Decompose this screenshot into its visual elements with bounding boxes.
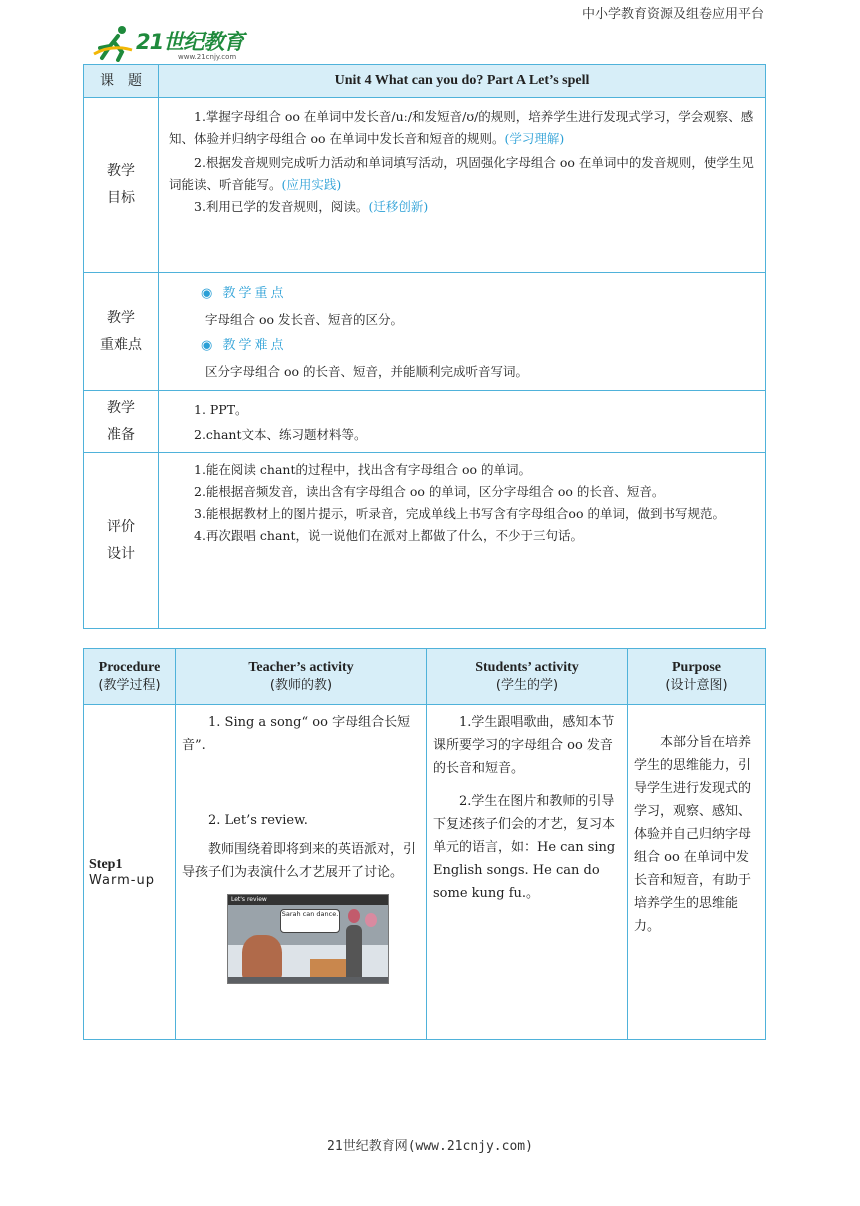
goals-label-line1: 教学	[107, 163, 135, 179]
header-procedure-en: Procedure	[98, 659, 161, 675]
header-students-cn: (学生的学)	[495, 677, 559, 693]
step-title: Step1	[89, 856, 123, 872]
lesson-plan-table	[83, 64, 766, 629]
logo-wordmark: 21世纪教育	[136, 30, 244, 54]
purpose-content	[628, 705, 766, 1040]
review-screenshot-image	[227, 894, 389, 984]
step-subtitle: Warm-up	[89, 872, 155, 888]
header-purpose	[628, 649, 766, 705]
prep-label-line2: 准备	[107, 426, 135, 443]
goals-content	[159, 98, 766, 273]
platform-header: 中小学教育资源及组卷应用平台	[581, 7, 764, 22]
goal-1-tag: (学习理解)	[504, 131, 565, 146]
goal-3-tag: (迁移创新)	[368, 199, 429, 214]
teacher-item-3: 教师围绕着即将到来的英语派对，引导孩子们为表演什么才艺展开了讨论。	[182, 842, 417, 880]
purpose-text: 本部分旨在培养学生的思维能力，引导学生进行发现式的学习，观察、感知、体验并自己归纳字母组合 oo 在单词中发长音和短音，有助于培养学生的思维能力。	[634, 735, 752, 934]
key-point-heading: ◉ 教学重点	[201, 286, 287, 301]
runner-logo-icon	[92, 24, 138, 62]
goal-2	[169, 152, 757, 196]
prep-label	[84, 391, 159, 453]
goals-label	[84, 98, 159, 273]
speech-bubble: Sarah can dance.	[280, 909, 340, 933]
key-label-line1: 教学	[107, 309, 135, 326]
key-label-line2: 重难点	[100, 336, 142, 353]
goal-2-tag: (应用实践)	[281, 177, 342, 192]
header-teacher-cn: (教师的教)	[269, 677, 333, 693]
prep-item-1: 1. PPT。	[194, 402, 248, 417]
review-image-caption: Let's review	[231, 896, 267, 903]
prep-item-2: 2.chant文本、练习题材料等。	[194, 427, 367, 442]
header-teacher	[176, 649, 427, 705]
goal-2-text: 2.根据发音规则完成听力活动和单词填写活动，巩固强化字母组合 oo 在单词中的发音规则，使学生见词能读、听音能写。	[169, 155, 754, 192]
procedure-header-row	[84, 649, 766, 705]
header-students-en: Students’ activity	[475, 659, 579, 675]
header-procedure-cn: (教学过程)	[98, 677, 161, 693]
eval-label-line2: 设计	[107, 545, 135, 562]
header-procedure	[84, 649, 176, 705]
lesson-topic: Unit 4 What can you do? Part A Let’s spell	[159, 65, 766, 98]
difficulty-text: 区分字母组合 oo 的长音、短音，并能顺利完成听音写词。	[205, 364, 528, 379]
teacher-item-2: 2. Let’s review.	[208, 813, 308, 828]
teacher-figure-icon	[346, 925, 362, 977]
header-students	[427, 649, 628, 705]
goal-3-text: 3.利用已学的发音规则，阅读。	[194, 199, 369, 214]
students-activity	[427, 705, 628, 1040]
dancer-figure-icon	[242, 935, 282, 979]
goal-1-text: 1.掌握字母组合 oo 在单词中发长音/uː/和发短音/ʊ/的规则，培养学生进行发现式学习，学会观察、感知、体验并归纳字母组合 oo 在单词中发长音和短音的规则。	[169, 109, 754, 146]
eval-item-4: 4.再次跟唱 chant，说一说他们在派对上都做了什么，不少于三句话。	[194, 528, 583, 543]
student-item-1: 1.学生跟唱歌曲，感知本节课所要学习的字母组合 oo 发音的长音和短音。	[433, 715, 615, 776]
eval-item-1: 1.能在阅读 chant的过程中，找出含有字母组合 oo 的单词。	[194, 462, 531, 477]
header-teacher-en: Teacher’s activity	[248, 659, 354, 675]
header-purpose-cn: (设计意图)	[665, 677, 728, 693]
balloon-icon	[365, 913, 377, 927]
evaluation-content	[159, 453, 766, 629]
topic-row	[84, 65, 766, 98]
header-purpose-en: Purpose	[672, 659, 721, 675]
eval-label-line1: 评价	[107, 518, 135, 535]
goal-1	[169, 106, 757, 150]
student-item-2: 2.学生在图片和教师的引导下复述孩子们会的才艺，复习本单元的语言，如：He can sing English songs. He can do some kung fu.。	[433, 794, 616, 901]
step1-cell	[84, 705, 176, 1040]
balloon-icon	[348, 909, 360, 923]
key-points-label	[84, 273, 159, 391]
goals-label-line2: 目标	[107, 190, 135, 206]
evaluation-label	[84, 453, 159, 629]
site-logo[interactable]	[92, 24, 262, 64]
goal-3	[169, 196, 757, 218]
key-points-row	[84, 273, 766, 391]
procedure-table	[83, 648, 766, 1040]
key-point-text: 字母组合 oo 发长音、短音的区分。	[205, 312, 403, 327]
difficulty-heading: ◉ 教学难点	[201, 338, 287, 353]
prep-content	[159, 391, 766, 453]
teacher-activity	[176, 705, 427, 1040]
eval-item-2: 2.能根据音频发音，读出含有字母组合 oo 的单词，区分字母组合 oo 的长音、短音。	[194, 484, 665, 499]
goals-row	[84, 98, 766, 273]
prep-row	[84, 391, 766, 453]
logo-url: www.21cnjy.com	[178, 53, 237, 61]
step1-row	[84, 705, 766, 1040]
eval-item-3: 3.能根据教材上的图片提示，听录音，完成单线上书写含有字母组合oo 的单词，做到书写规范。	[194, 506, 725, 521]
evaluation-row	[84, 453, 766, 629]
prep-label-line1: 教学	[107, 399, 135, 416]
footer-source: 21世纪教育网(www.21cnjy.com)	[327, 1139, 533, 1154]
topic-label: 课 题	[84, 65, 159, 98]
key-points-content	[159, 273, 766, 391]
teacher-item-1: 1. Sing a song“ oo 字母组合长短音”.	[182, 715, 411, 753]
